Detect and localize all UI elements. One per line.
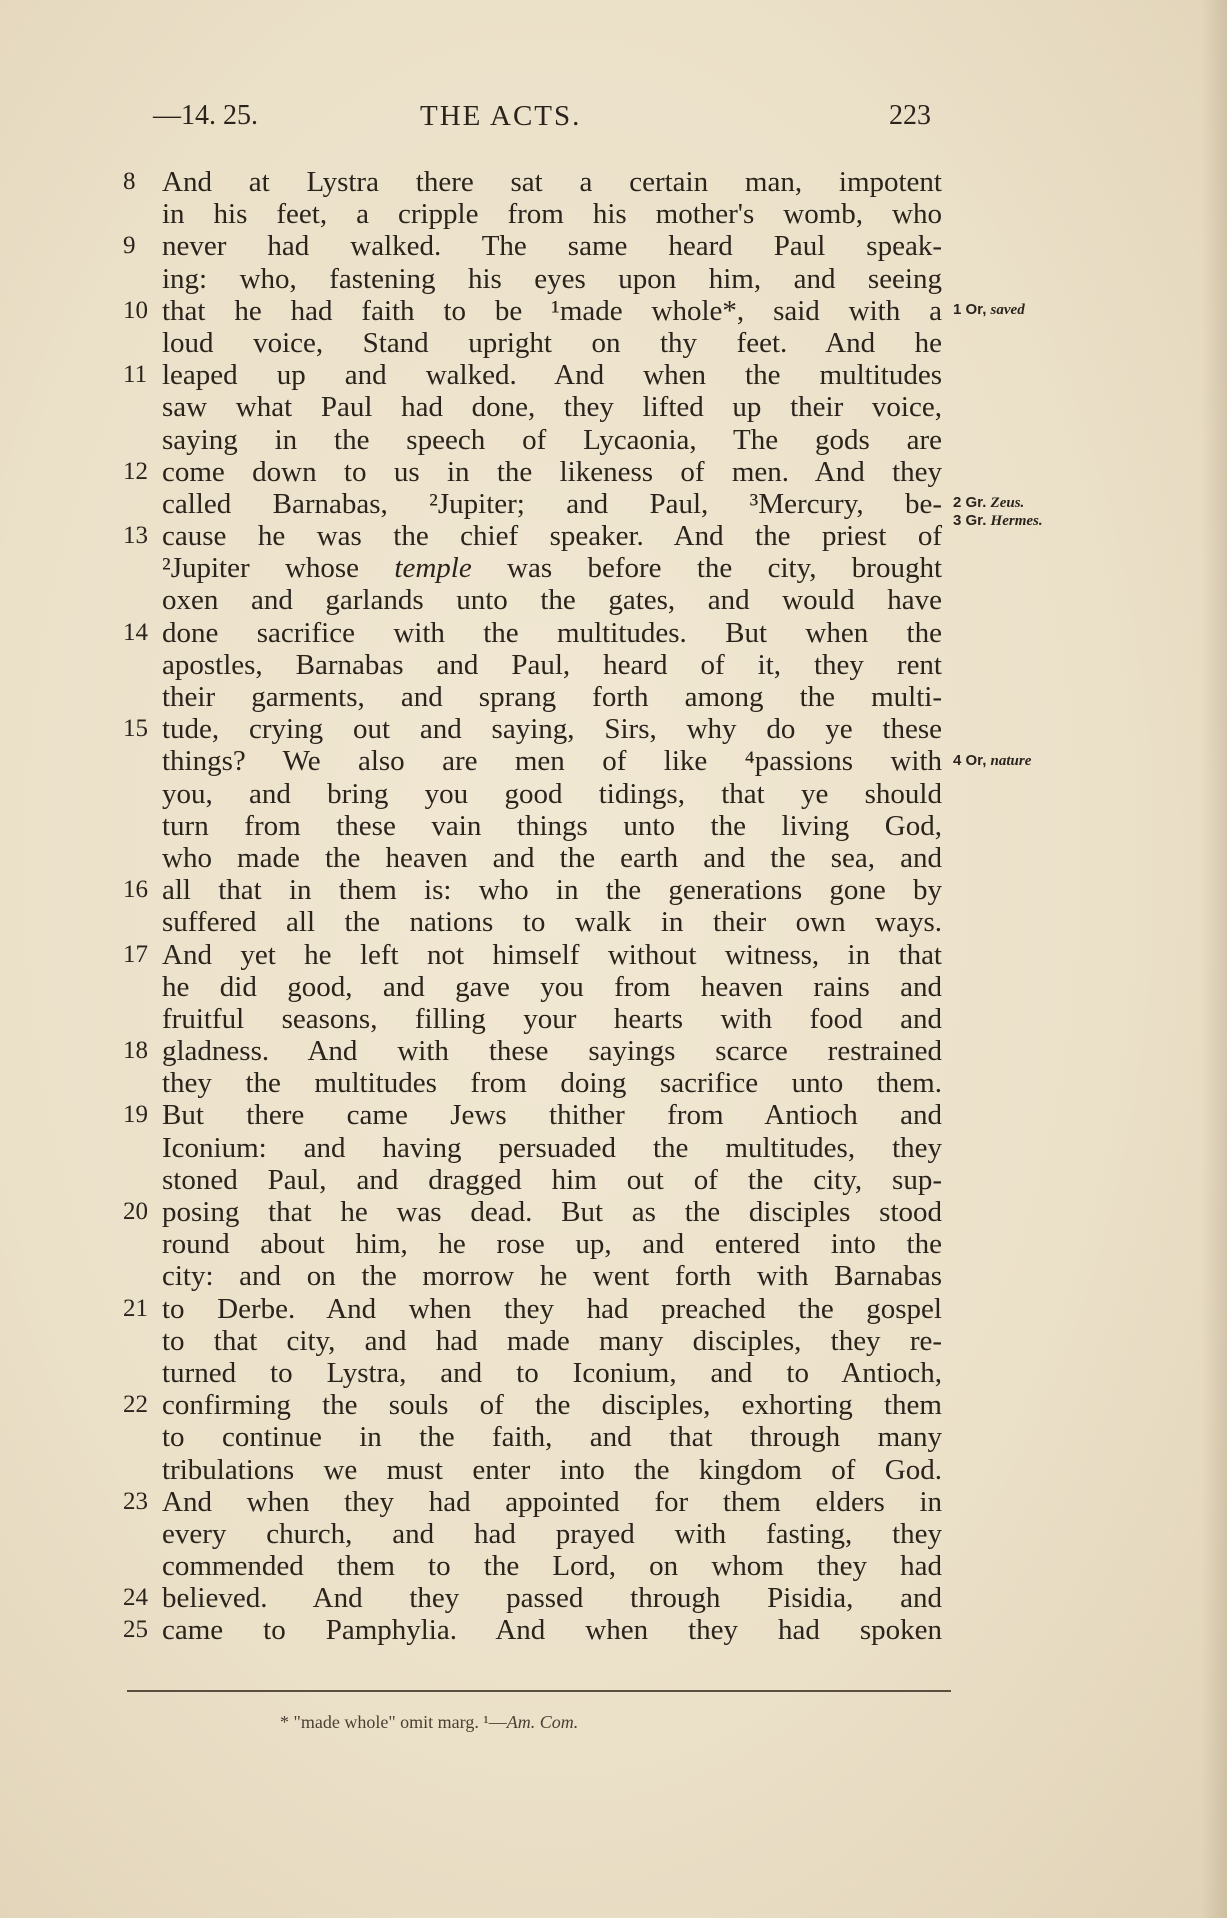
text-line	[0, 1325, 1227, 1357]
verse-number: 12	[123, 457, 148, 485]
verse-number: 23	[123, 1487, 148, 1515]
verse-number: 11	[123, 361, 148, 389]
margin-note-number: 2	[953, 494, 962, 511]
text-line	[0, 424, 1227, 456]
margin-note-label: Or,	[965, 300, 987, 318]
line-text: cause he was the chief speaker. And the priest of	[162, 520, 942, 553]
margin-note	[953, 301, 1025, 319]
verse-number: 18	[123, 1037, 148, 1065]
line-text: gladness. And with these sayings scarce restrained	[162, 1035, 942, 1068]
text-line	[0, 1454, 1227, 1486]
text-line	[0, 166, 1227, 198]
line-text: round about him, he rose up, and entered into the	[162, 1228, 942, 1261]
line-text: to Derbe. And when they had preached the gospel	[162, 1292, 942, 1325]
text-line	[0, 1067, 1227, 1099]
text-line	[0, 263, 1227, 295]
line-text: saying in the speech of Lycaonia, The gods are	[162, 423, 942, 456]
line-text: they the multitudes from doing sacrifice unto them.	[162, 1067, 942, 1100]
margin-note-number: 1	[953, 300, 962, 318]
text-line	[0, 198, 1227, 230]
verse-number: 13	[123, 522, 148, 550]
text-line	[0, 842, 1227, 874]
text-line	[0, 456, 1227, 488]
book-title: THE ACTS.	[420, 100, 582, 132]
line-text: oxen and garlands unto the gates, and would have	[162, 584, 942, 617]
margin-note-label: Or,	[965, 751, 987, 769]
verse-number: 16	[123, 876, 148, 904]
line-text: come down to us in the likeness of men. And they	[162, 455, 942, 488]
line-text: saw what Paul had done, they lifted up their voice,	[162, 391, 942, 424]
text-line	[0, 1196, 1227, 1228]
verse-number: 22	[123, 1391, 148, 1419]
text-line	[0, 1293, 1227, 1325]
margin-note-word: nature	[990, 752, 1032, 769]
line-text: in his feet, a cripple from his mother's womb, who	[162, 198, 942, 231]
verse-number: 10	[123, 296, 148, 324]
margin-note	[953, 512, 1043, 530]
line-text: But there came Jews thither from Antioch and	[162, 1099, 942, 1132]
line-text: you, and bring you good tidings, that ye should	[162, 777, 942, 810]
line-text: came to Pamphylia. And when they had spoken	[162, 1614, 942, 1647]
text-line	[0, 1260, 1227, 1292]
scripture-text-body	[0, 166, 1227, 1647]
line-text: never had walked. The same heard Paul speak-	[162, 230, 942, 263]
chapter-verse-reference: —14. 25.	[153, 100, 258, 131]
line-text: suffered all the nations to walk in their own ways.	[162, 906, 942, 939]
text-line	[0, 906, 1227, 938]
text-line	[0, 1421, 1227, 1453]
text-line	[0, 778, 1227, 810]
line-text: to that city, and had made many disciples, they re-	[162, 1324, 942, 1357]
text-line	[0, 939, 1227, 971]
margin-note-word: saved	[990, 301, 1025, 318]
line-text: things? We also are men of like ⁴passions with	[162, 745, 942, 778]
text-line	[0, 971, 1227, 1003]
text-line	[0, 327, 1227, 359]
line-text: called Barnabas, ²Jupiter; and Paul, ³Mercury, be-	[162, 487, 942, 520]
footnote-source: Am. Com.	[506, 1712, 579, 1732]
text-line	[0, 1035, 1227, 1067]
text-line	[0, 295, 1227, 327]
line-text: apostles, Barnabas and Paul, heard of it, they rent	[162, 648, 942, 681]
line-text: their garments, and sprang forth among the multi-	[162, 681, 942, 713]
footnote-rule	[127, 1690, 951, 1692]
line-text: he did good, and gave you from heaven rains and	[162, 970, 942, 1003]
line-text: tribulations we must enter into the kingdom of God.	[162, 1453, 942, 1486]
text-line	[0, 1582, 1227, 1614]
line-text: posing that he was dead. But as the disciples stood	[162, 1196, 942, 1228]
text-line	[0, 649, 1227, 681]
margin-note	[953, 494, 1024, 512]
line-text: turned to Lystra, and to Iconium, and to Antioch,	[162, 1356, 942, 1389]
margin-note-word: Zeus.	[990, 495, 1025, 511]
text-line	[0, 713, 1227, 745]
text-line	[0, 1003, 1227, 1035]
verse-number: 17	[123, 940, 148, 968]
verse-number: 20	[123, 1198, 148, 1225]
margin-note	[953, 752, 1031, 770]
line-text: to continue in the faith, and that through many	[162, 1421, 942, 1454]
text-line	[0, 359, 1227, 391]
line-text: every church, and had prayed with fasting, they	[162, 1517, 942, 1550]
text-line	[0, 1389, 1227, 1421]
text-line	[0, 1132, 1227, 1164]
line-text: who made the heaven and the earth and the sea, and	[162, 841, 942, 874]
text-line	[0, 1518, 1227, 1550]
margin-note-label: Gr.	[965, 494, 987, 511]
verse-number: 14	[123, 618, 148, 646]
verse-number: 15	[123, 715, 148, 743]
verse-number: 21	[123, 1294, 148, 1322]
line-text: loud voice, Stand upright on thy feet. And he	[162, 326, 942, 359]
text-line	[0, 745, 1227, 777]
line-text: And at Lystra there sat a certain man, impotent	[162, 166, 942, 198]
line-text: that he had faith to be ¹made whole*, said with a	[162, 294, 942, 327]
verse-number: 8	[123, 168, 136, 195]
line-text: all that in them is: who in the generations gone by	[162, 874, 942, 907]
margin-note-word: Hermes.	[990, 512, 1043, 529]
line-text: city: and on the morrow he went forth with Barnabas	[162, 1260, 942, 1293]
line-text: tude, crying out and saying, Sirs, why do ye these	[162, 713, 942, 746]
text-line	[0, 1550, 1227, 1582]
text-line	[0, 1099, 1227, 1131]
verse-number: 9	[123, 232, 136, 260]
line-text: turn from these vain things unto the living God,	[162, 809, 942, 842]
line-text: And yet he left not himself without witness, in that	[162, 938, 942, 971]
margin-note-label: Gr.	[965, 511, 987, 529]
text-line	[0, 810, 1227, 842]
text-line	[0, 552, 1227, 584]
line-text: done sacrifice with the multitudes. But when the	[162, 616, 942, 649]
line-text: ing: who, fastening his eyes upon him, and seeing	[162, 262, 942, 295]
running-header	[0, 100, 1227, 140]
text-line	[0, 230, 1227, 262]
footnote	[280, 1712, 578, 1733]
text-line	[0, 391, 1227, 423]
text-line	[0, 1164, 1227, 1196]
line-text: commended them to the Lord, on whom they had	[162, 1550, 942, 1583]
line-text: stoned Paul, and dragged him out of the city, sup-	[162, 1163, 942, 1196]
line-text: confirming the souls of the disciples, exhorting them	[162, 1389, 942, 1422]
margin-note-number: 4	[953, 751, 962, 769]
line-text: believed. And they passed through Pisidia, and	[162, 1582, 942, 1615]
footnote-text: * "made whole" omit marg. ¹—	[280, 1712, 507, 1732]
line-text: Iconium: and having persuaded the multitudes, they	[162, 1131, 942, 1164]
line-text: ²Jupiter whose temple was before the city, brought	[162, 552, 942, 585]
italic-word: temple	[394, 552, 472, 585]
page-number: 223	[889, 100, 931, 131]
text-line	[0, 1614, 1227, 1646]
text-line	[0, 584, 1227, 616]
line-text: fruitful seasons, filling your hearts with food and	[162, 1002, 942, 1035]
line-text: And when they had appointed for them elders in	[162, 1485, 942, 1518]
verse-number: 24	[123, 1584, 148, 1612]
text-line	[0, 874, 1227, 906]
text-line	[0, 1228, 1227, 1260]
margin-note-number: 3	[953, 511, 962, 529]
text-line	[0, 617, 1227, 649]
verse-number: 19	[123, 1101, 148, 1129]
page-edge-shadow	[1201, 0, 1227, 1918]
verse-number: 25	[123, 1616, 148, 1644]
text-line	[0, 681, 1227, 713]
text-line	[0, 1486, 1227, 1518]
line-text: leaped up and walked. And when the multitudes	[162, 359, 942, 392]
text-line	[0, 1357, 1227, 1389]
